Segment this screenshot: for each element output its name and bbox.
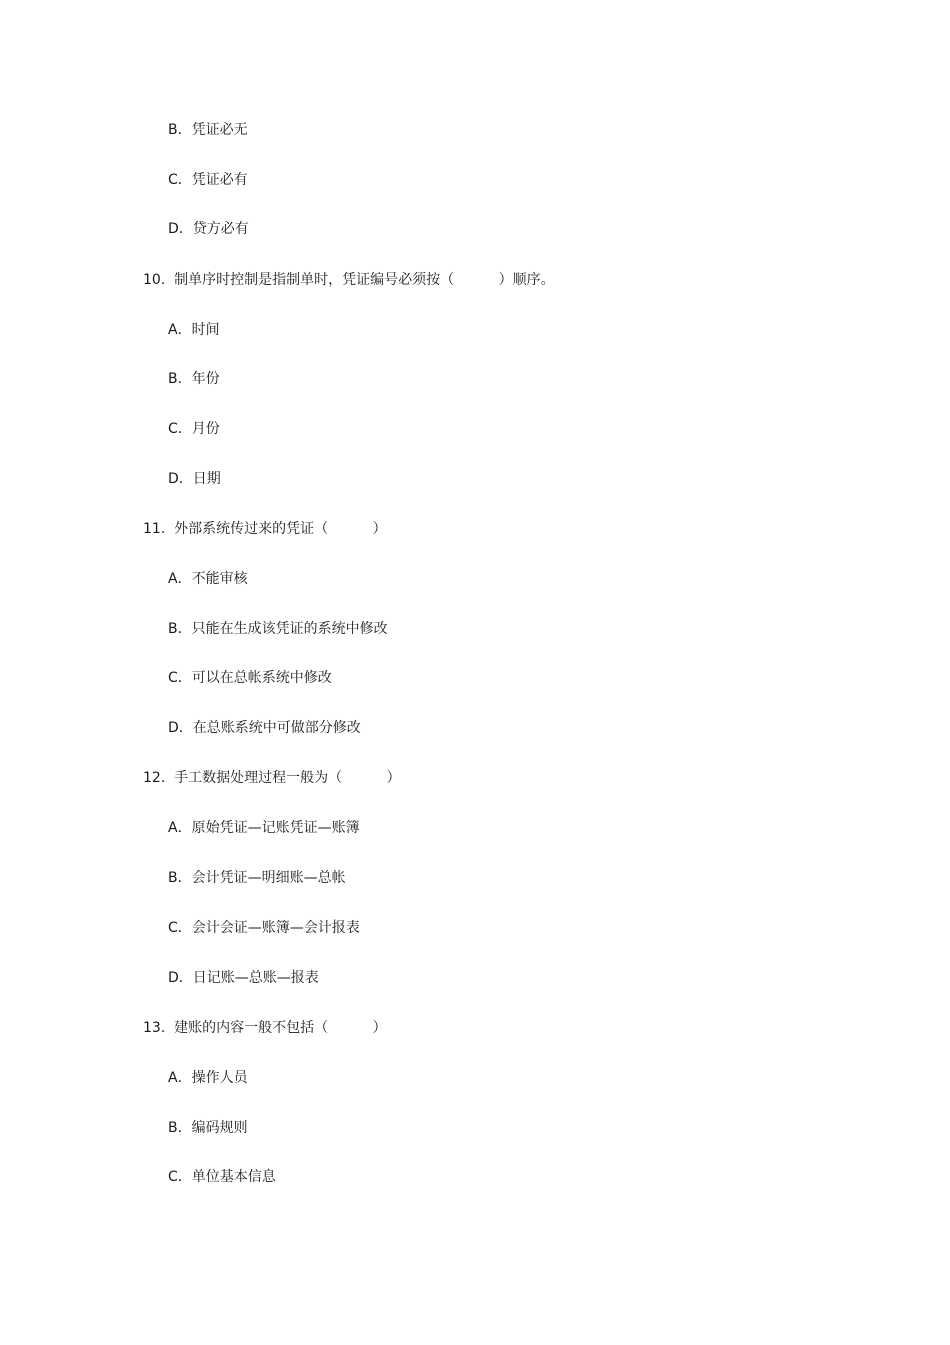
option-10-c: C．月份 xyxy=(168,421,220,437)
question-12: 12. 手工数据处理过程一般为（ ） xyxy=(143,770,401,786)
option-13-b: B．编码规则 xyxy=(168,1120,248,1136)
question-13: 13. 建账的内容一般不包括（ ） xyxy=(143,1020,387,1036)
option-9-d: D．贷方必有 xyxy=(168,221,249,237)
option-13-a: A．操作人员 xyxy=(168,1070,248,1086)
question-10: 10. 制单序时控制是指制单时，凭证编号必须按（ ）顺序。 xyxy=(143,272,555,288)
option-12-d: D．日记账—总账—报表 xyxy=(168,970,319,986)
option-11-b: B．只能在生成该凭证的系统中修改 xyxy=(168,621,388,637)
question-11: 11. 外部系统传过来的凭证（ ） xyxy=(143,521,387,537)
option-12-b: B．会计凭证—明细账—总帐 xyxy=(168,870,346,886)
option-13-c: C．单位基本信息 xyxy=(168,1169,276,1185)
option-9-b: B．凭证必无 xyxy=(168,122,248,138)
option-11-a: A．不能审核 xyxy=(168,571,248,587)
option-10-b: B．年份 xyxy=(168,371,220,387)
option-12-c: C．会计会证—账簿—会计报表 xyxy=(168,920,360,936)
option-10-d: D．日期 xyxy=(168,471,221,487)
option-9-c: C．凭证必有 xyxy=(168,172,248,188)
option-11-d: D．在总账系统中可做部分修改 xyxy=(168,720,361,736)
option-11-c: C．可以在总帐系统中修改 xyxy=(168,670,332,686)
option-12-a: A．原始凭证—记账凭证—账簿 xyxy=(168,820,360,836)
option-10-a: A．时间 xyxy=(168,322,220,338)
